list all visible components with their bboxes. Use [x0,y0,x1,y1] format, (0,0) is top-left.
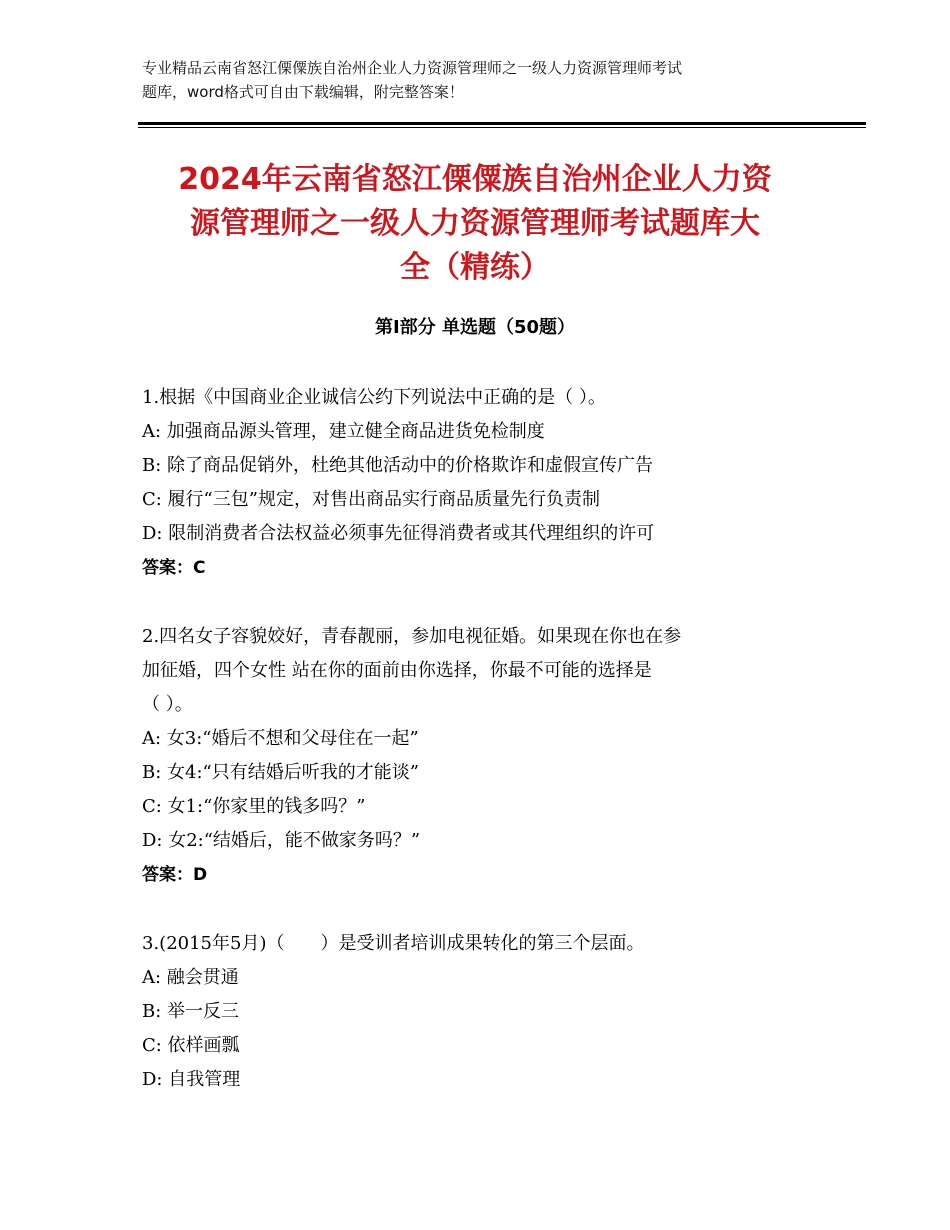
question-stem: 加征婚，四个女性 站在你的面前由你选择，你最不可能的选择是 [142,660,652,681]
option-a: A: 加强商品源头管理，建立健全商品进货免检制度 [142,421,545,442]
question-1 [142,381,822,585]
option-a: A: 女3:“婚后不想和父母住在一起” [142,728,419,749]
header-rule-thin [138,127,866,128]
answer: 答案：D [142,865,208,885]
option-b: B: 除了商品促销外，杜绝其他活动中的价格欺诈和虚假宣传广告 [142,455,654,476]
answer: 答案：C [142,558,206,578]
option-b: B: 女4:“只有结婚后听我的才能谈” [142,762,419,783]
option-c: C: 履行“三包”规定，对售出商品实行商品质量先行负责制 [142,489,600,510]
header-note-line-1: 专业精品云南省怒江傈僳族自治州企业人力资源管理师之一级人力资源管理师考试 [142,59,683,77]
question-stem: 3.(2015年5月)（ ）是受训者培训成果转化的第三个层面。 [142,933,645,954]
option-d: D: 自我管理 [142,1069,241,1090]
header-rule-thick [138,122,866,125]
option-c: C: 女1:“你家里的钱多吗？” [142,796,366,817]
question-stem: （ ）。 [142,694,193,715]
question-stem: 1.根据《中国商业企业诚信公约下列说法中正确的是（ ）。 [142,387,606,408]
option-c: C: 依样画瓢 [142,1035,240,1056]
option-a: A: 融会贯通 [142,967,239,988]
option-b: B: 举一反三 [142,1001,240,1022]
header-note [142,56,822,104]
title-line-3: 全（精练） [400,250,550,285]
header-note-line-2: 题库，word格式可自由下载编辑，附完整答案！ [142,83,464,101]
question-3 [142,927,822,1097]
title-line-2: 源管理师之一级人力资源管理师考试题库大 [190,206,760,241]
section-heading: 第Ⅰ部分 单选题（50题） [374,317,575,338]
question-2 [142,620,822,892]
title-line-1: 2024年云南省怒江傈僳族自治州企业人力资 [178,162,772,197]
option-d: D: 限制消费者合法权益必须事先征得消费者或其代理组织的许可 [142,523,655,544]
question-stem: 2.四名女子容貌姣好，青春靓丽，参加电视征婚。如果现在你也在参 [142,626,682,647]
option-d: D: 女2:“结婚后，能不做家务吗？” [142,830,421,851]
document-title [120,158,830,290]
